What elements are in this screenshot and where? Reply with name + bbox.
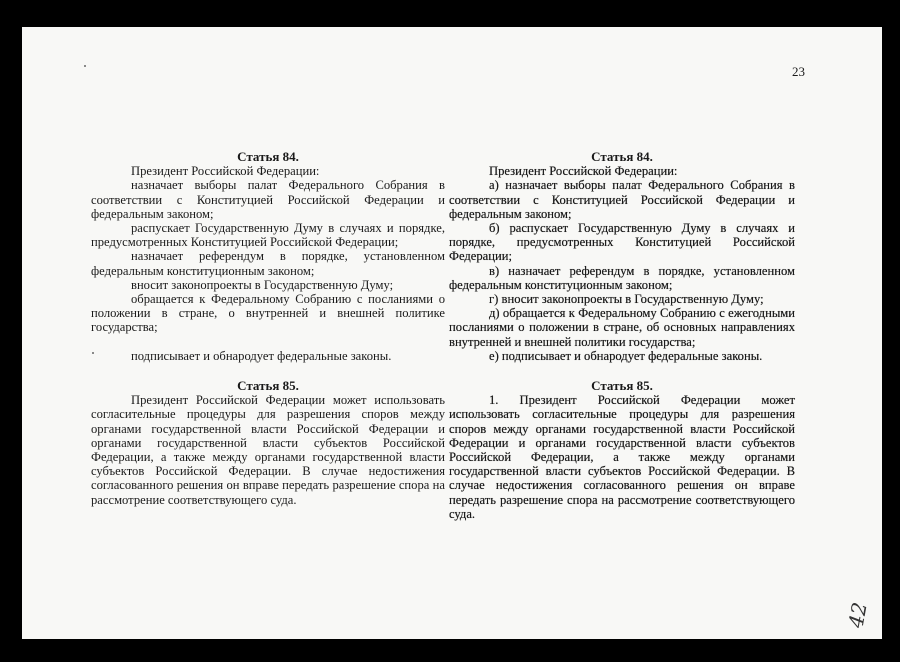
article-84-intro: Президент Российской Федерации: — [489, 164, 678, 179]
page-number: 23 — [792, 64, 805, 79]
article-85-text: 1. Президент Российской Федерации может использовать согласительные процедуры для разрешения споров между органами государственной власти Российской Федерации и органами государственной власти субъектов Российской Федерации, а также между органами государственной власти субъектов Российской Федерации. В случае недостижения согласованного решения он вправе передать разрешение спора на рассмотрение соответствующего суда. — [449, 393, 795, 521]
article-84-item: д) обращается к Федеральному Собранию с ежегодными посланиями о положении в стране, об основных направлениях внутренней и внешней политики государства; — [449, 306, 795, 349]
article-84-item: а) назначает выборы палат Федерального Собрания в соответствии с Конституцией Российской Федерации и федеральным законом; — [449, 178, 795, 221]
article-84-intro: Президент Российской Федерации: — [131, 164, 320, 179]
article-84-item: г) вносит законопроекты в Государственную Думу; — [489, 292, 764, 307]
handwritten-mark: 42 — [843, 600, 872, 630]
article-84-item: в) назначает референдум в порядке, установленном федеральным конституционным законом; — [449, 263, 795, 292]
article-85-text: Президент Российской Федерации может использовать согласительные процедуры для разрешения споров между органами государственной власти Российской Федерации и органами государственной власти субъектов Российской Федерации, а также между органами государственной власти субъектов Российской Федерации. В случае недостижения согласованного решения он вправе передать разрешение спора на рассмотрение соответствующего суда. — [91, 393, 445, 507]
article-84-item: назначает референдум в порядке, установленном федеральным конституционным законом; — [91, 249, 445, 278]
article-84-item: е) подписывает и обнародует федеральные законы. — [489, 348, 763, 363]
article-84-item: б) распускает Государственную Думу в случаях и порядке, предусмотренных Конституцией Российской Федерации; — [449, 221, 795, 264]
article-84-item: подписывает и обнародует федеральные законы. — [131, 348, 392, 363]
article-84-item: вносит законопроекты в Государственную Думу; — [131, 277, 394, 292]
right-column — [449, 150, 795, 521]
scan-speck — [84, 65, 86, 67]
article-84-title: Статья 84. — [237, 149, 299, 164]
spacer — [91, 363, 445, 379]
article-85-title: Статья 85. — [591, 378, 653, 394]
left-column — [91, 150, 445, 507]
spacer — [449, 363, 795, 379]
article-84-item: назначает выборы палат Федерального Собрания в соответствии с Конституцией Российской Федерации и федеральным законом; — [91, 178, 445, 221]
article-84-title: Статья 84. — [591, 149, 653, 164]
spacer — [91, 335, 445, 349]
article-84-item: обращается к Федеральному Собранию с посланиями о положении в стране, о внутренней и внешней политике государства; — [91, 292, 445, 335]
article-85-title: Статья 85. — [237, 378, 299, 394]
article-84-item: распускает Государственную Думу в случаях и порядке, предусмотренных Конституцией Российской Федерации; — [91, 221, 445, 250]
